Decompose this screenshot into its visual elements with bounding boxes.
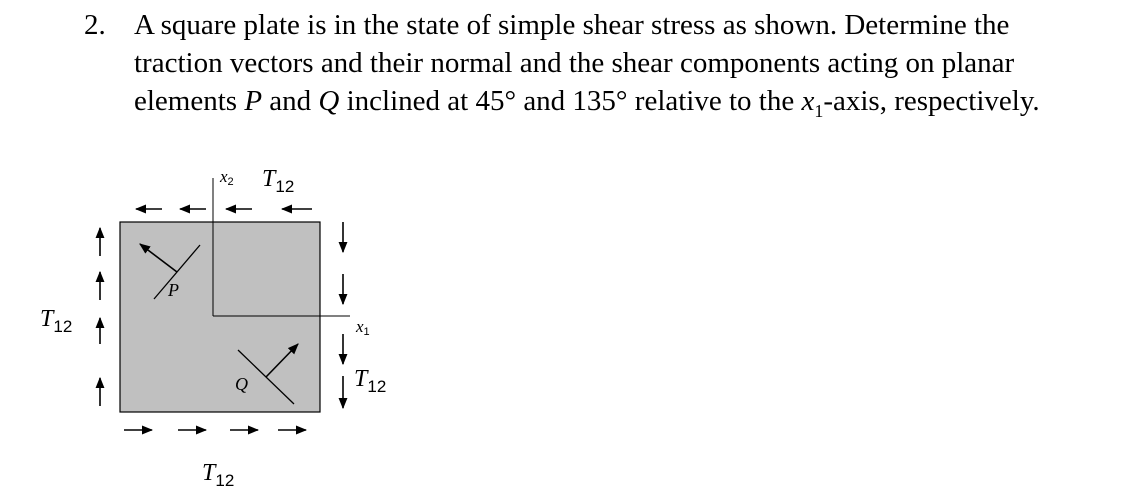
problem-number: 2. [84,9,106,41]
left-T12-label: T12 [40,306,73,336]
element-P-label: P [168,280,179,300]
line3-text-c: inclined at 45° and 135° relative to the [339,85,802,117]
bottom-T12-label: T12 [202,460,235,490]
problem-line-1: A square plate is in the state of simple shear stress as shown. Determine the [134,9,1010,41]
axis-x1-label: x1 [356,317,370,338]
top-T12-label: T12 [262,166,295,196]
line3-symbol-Q: Q [318,85,340,117]
line3-symbol-x: x [801,85,815,117]
axis-x2-label: x2 [220,167,234,188]
line3-symbol-x-sub: 1 [814,100,824,121]
problem-line-2: traction vectors and their normal and the shear components acting on planar [134,47,1015,79]
line3-text-a: elements [134,85,245,117]
element-Q-label: Q [235,374,248,394]
line3-text-d: -axis, respectively. [823,85,1040,117]
right-T12-label: T12 [354,366,387,396]
square-plate [120,222,320,412]
line3-text-b: and [262,85,319,117]
line3-symbol-P: P [244,85,263,117]
